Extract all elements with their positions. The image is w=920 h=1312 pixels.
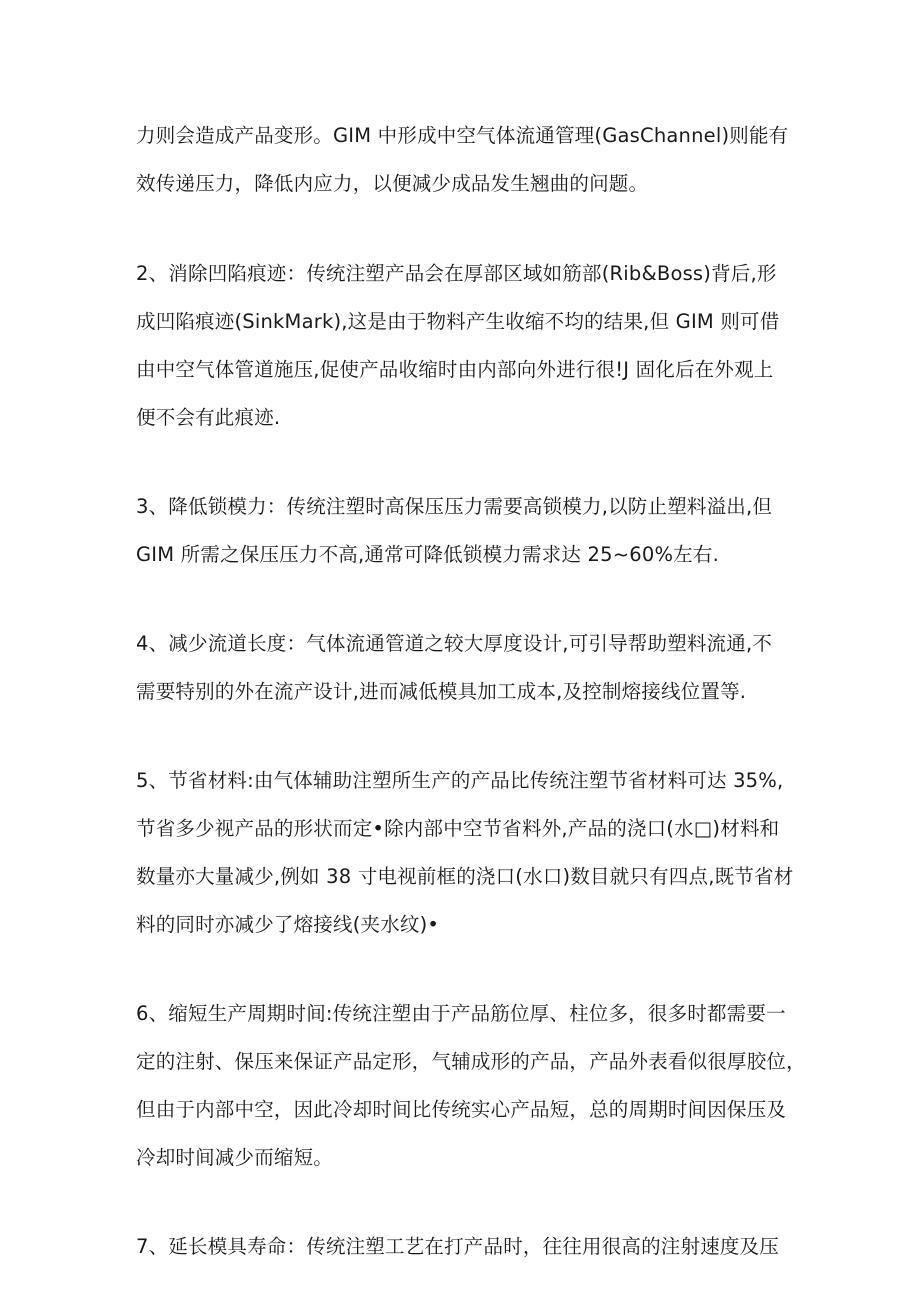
paragraph-item-7	[136, 1223, 800, 1271]
text-line: 6、缩短生产周期时间:传统注塑由于产品筋位厚、柱位多，很多时都需要一	[136, 1002, 786, 1025]
text-line: 需要特别的外在流产设计,进而减低模具加工成本,及控制熔接线位置等.	[136, 680, 747, 703]
text-line: 成凹陷痕迹(SinkMark),这是由于物料产生收缩不均的结果,但 GIM 则可借	[136, 310, 780, 333]
text-line: 4、减少流道长度：气体流通管道之较大厚度设计,可引导帮助塑料流通,不	[136, 632, 773, 655]
paragraph-item-2	[136, 250, 800, 442]
text-line: 3、降低锁模力：传统注塑时高保压压力需要高锁模力,以防止塑料溢出,但	[136, 495, 773, 518]
text-line: 节省多少视产品的形状而定•除内部中空节省料外,产品的浇口(水□)材料和	[136, 817, 780, 840]
text-line: 效传递压力，降低内应力，以便减少成品发生翘曲的问题。	[136, 172, 649, 195]
text-line: GIM 所需之保压压力不高,通常可降低锁模力需求达 25~60%左右.	[136, 543, 719, 566]
text-line: 便不会有此痕迹.	[136, 406, 281, 429]
text-line: 料的同时亦减少了熔接线(夹水纹)•	[136, 913, 440, 936]
text-line: 但由于内部中空，因此冷却时间比传统实心产品短，总的周期时间因保压及	[136, 1098, 787, 1121]
text-line: 力则会造成产品变形。GIM 中形成中空气体流通管理(GasChannel)则能有	[136, 124, 789, 147]
text-line: 2、消除凹陷痕迹：传统注塑产品会在厚部区域如筋部(Rib&Boss)背后,形	[136, 262, 777, 285]
text-line: 由中空气体管道施压,促使产品收缩时由内部向外进行很!J 固化后在外观上	[136, 358, 774, 381]
paragraph-item-5	[136, 757, 800, 949]
text-line: 5、节省材料:由气体辅助注塑所生产的产品比传统注塑节省材料可达 35%,	[136, 769, 784, 792]
text-line: 7、延长模具寿命：传统注塑工艺在打产品时，往往用很高的注射速度及压	[136, 1235, 780, 1258]
text-line: 定的注射、保压来保证产品定形，气辅成形的产品，产品外表看似很厚胶位，	[136, 1050, 806, 1073]
text-line: 数量亦大量减少,例如 38 寸电视前框的浇口(水口)数目就只有四点,既节省材	[136, 865, 794, 888]
document-body	[136, 112, 806, 1312]
paragraph-warpage-continued	[136, 112, 800, 208]
paragraph-item-6	[136, 990, 806, 1182]
paragraph-item-3	[136, 483, 800, 579]
text-line: 冷却时间减少而缩短。	[136, 1146, 334, 1169]
paragraph-item-4	[136, 620, 800, 716]
